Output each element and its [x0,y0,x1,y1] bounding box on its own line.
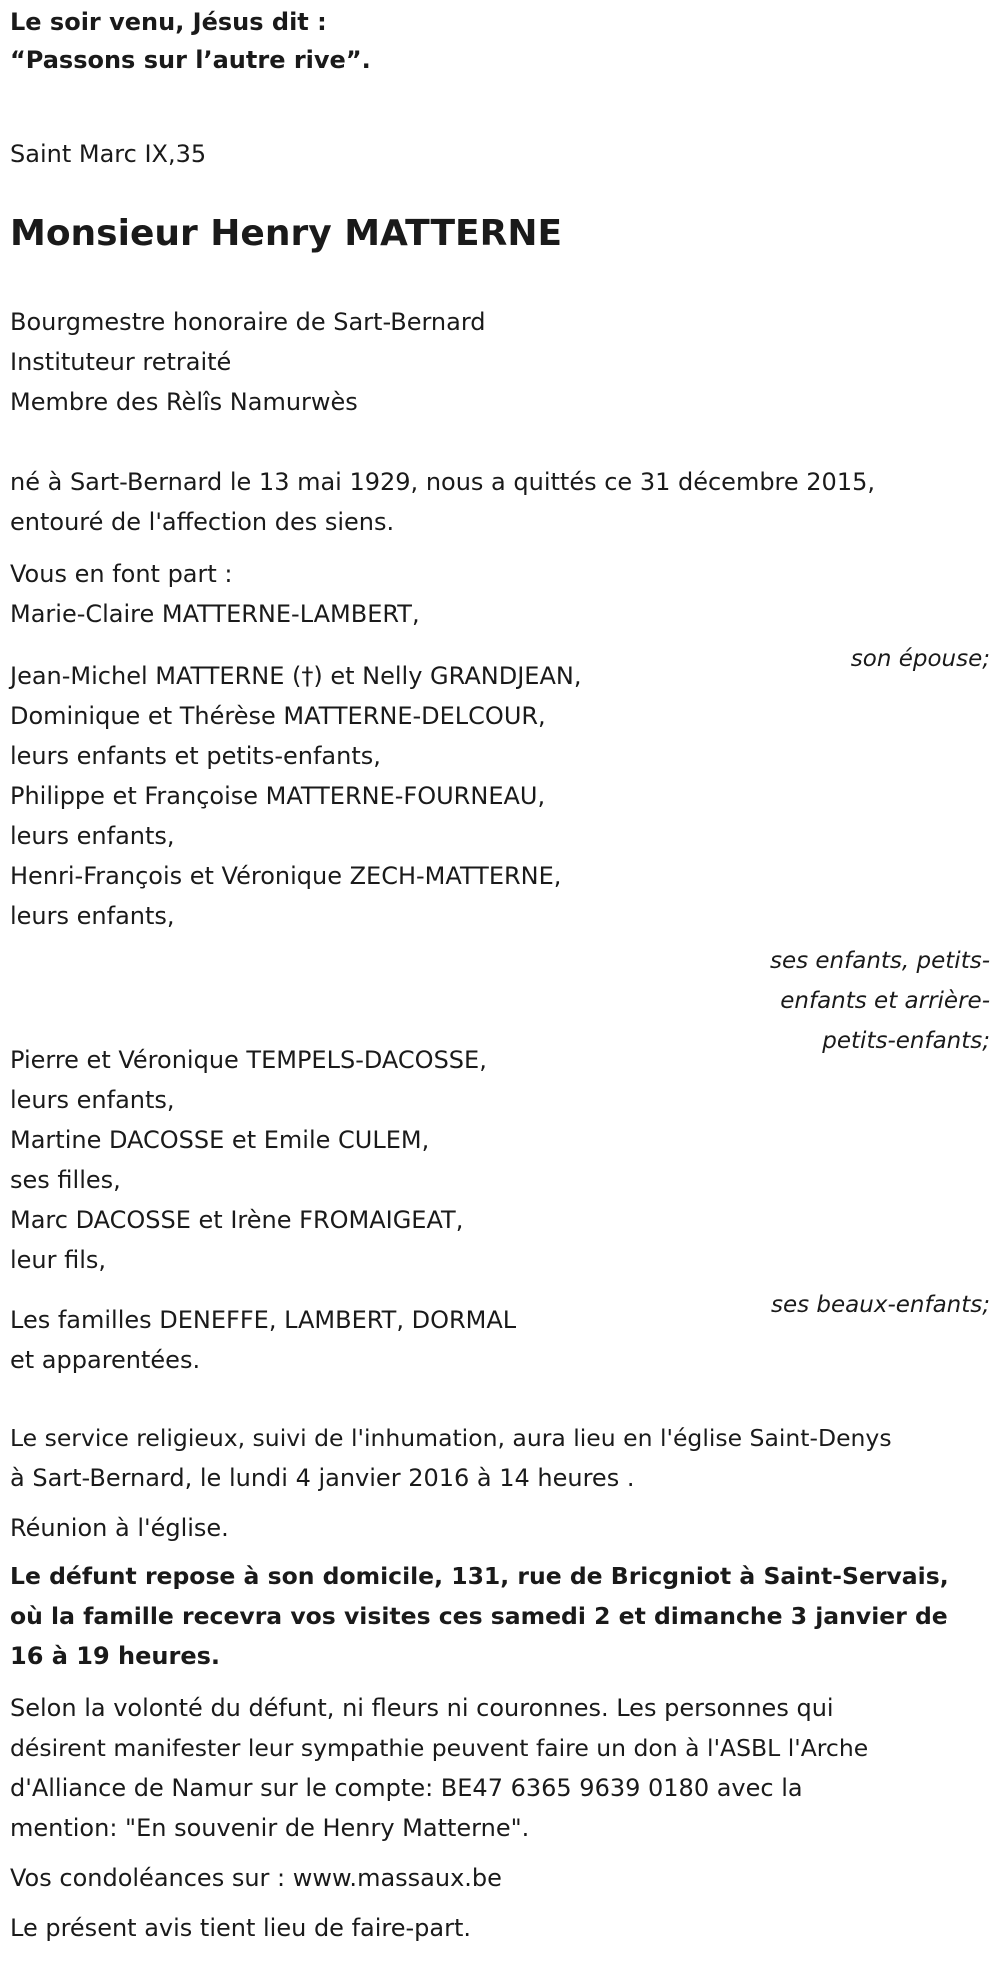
meeting-info: Réunion à l'église. [10,1514,229,1542]
birth-death-line: né à Sart-Bernard le 13 mai 1929, nous a quittés ce 31 décembre 2015, [10,468,875,496]
children-line: Henri-François et Véronique ZECH-MATTERNE, [10,862,562,890]
stepchildren-role: ses beaux-enfants; [770,1292,990,1318]
stepchildren-line: Martine DACOSSE et Emile CULEM, [10,1126,430,1154]
visitation-line: Le défunt repose à son domicile, 131, rue de Bricgniot à Saint-Servais, [10,1562,949,1590]
families-line: et apparentées. [10,1346,201,1374]
children-role: petits-enfants; [822,1028,990,1054]
spouse-role: son épouse; [850,646,990,672]
title-line: Bourgmestre honoraire de Sart-Bernard [10,308,486,336]
visitation-line: où la famille recevra vos visites ces samedi 2 et dimanche 3 janvier de [10,1602,948,1630]
title-line: Instituteur retraité [10,348,232,376]
families-line: Les familles DENEFFE, LAMBERT, DORMAL [10,1306,517,1334]
quote-line-1: Le soir venu, Jésus dit : [10,8,327,36]
children-role: ses enfants, petits- [769,948,990,974]
closing-note: Le présent avis tient lieu de faire-part. [10,1914,472,1942]
children-line: Jean-Michel MATTERNE (†) et Nelly GRANDJEAN, [10,662,582,690]
spouse-name: Marie-Claire MATTERNE-LAMBERT, [10,600,420,628]
quote-line-2: “Passons sur l’autre rive”. [10,46,371,74]
wishes-line: Selon la volonté du défunt, ni fleurs ni couronnes. Les personnes qui [10,1694,834,1722]
stepchildren-line: Marc DACOSSE et Irène FROMAIGEAT, [10,1206,464,1234]
children-role: enfants et arrière- [780,988,990,1014]
wishes-line: mention: "En souvenir de Henry Matterne". [10,1814,530,1842]
announcement-intro: Vous en font part : [10,560,233,588]
children-line: Dominique et Thérèse MATTERNE-DELCOUR, [10,702,546,730]
title-line: Membre des Rèlîs Namurwès [10,388,358,416]
service-line: Le service religieux, suivi de l'inhumation, aura lieu en l'église Saint-Denys [10,1424,892,1452]
visitation-line: 16 à 19 heures. [10,1642,221,1670]
children-line: leurs enfants, [10,902,175,930]
children-line: leurs enfants et petits-enfants, [10,742,381,770]
quote-reference: Saint Marc IX,35 [10,140,207,168]
service-line: à Sart-Bernard, le lundi 4 janvier 2016 à 14 heures . [10,1464,635,1492]
wishes-line: désirent manifester leur sympathie peuvent faire un don à l'ASBL l'Arche [10,1734,869,1762]
children-line: Philippe et Françoise MATTERNE-FOURNEAU, [10,782,546,810]
stepchildren-line: leur fils, [10,1246,107,1274]
stepchildren-line: ses filles, [10,1166,121,1194]
condolences-link: Vos condoléances sur : www.massaux.be [10,1864,502,1892]
wishes-line: d'Alliance de Namur sur le compte: BE47 6365 9639 0180 avec la [10,1774,803,1802]
birth-death-line: entouré de l'affection des siens. [10,508,395,536]
stepchildren-line: Pierre et Véronique TEMPELS-DACOSSE, [10,1046,487,1074]
deceased-name: Monsieur Henry MATTERNE [10,213,563,254]
children-line: leurs enfants, [10,822,175,850]
stepchildren-line: leurs enfants, [10,1086,175,1114]
